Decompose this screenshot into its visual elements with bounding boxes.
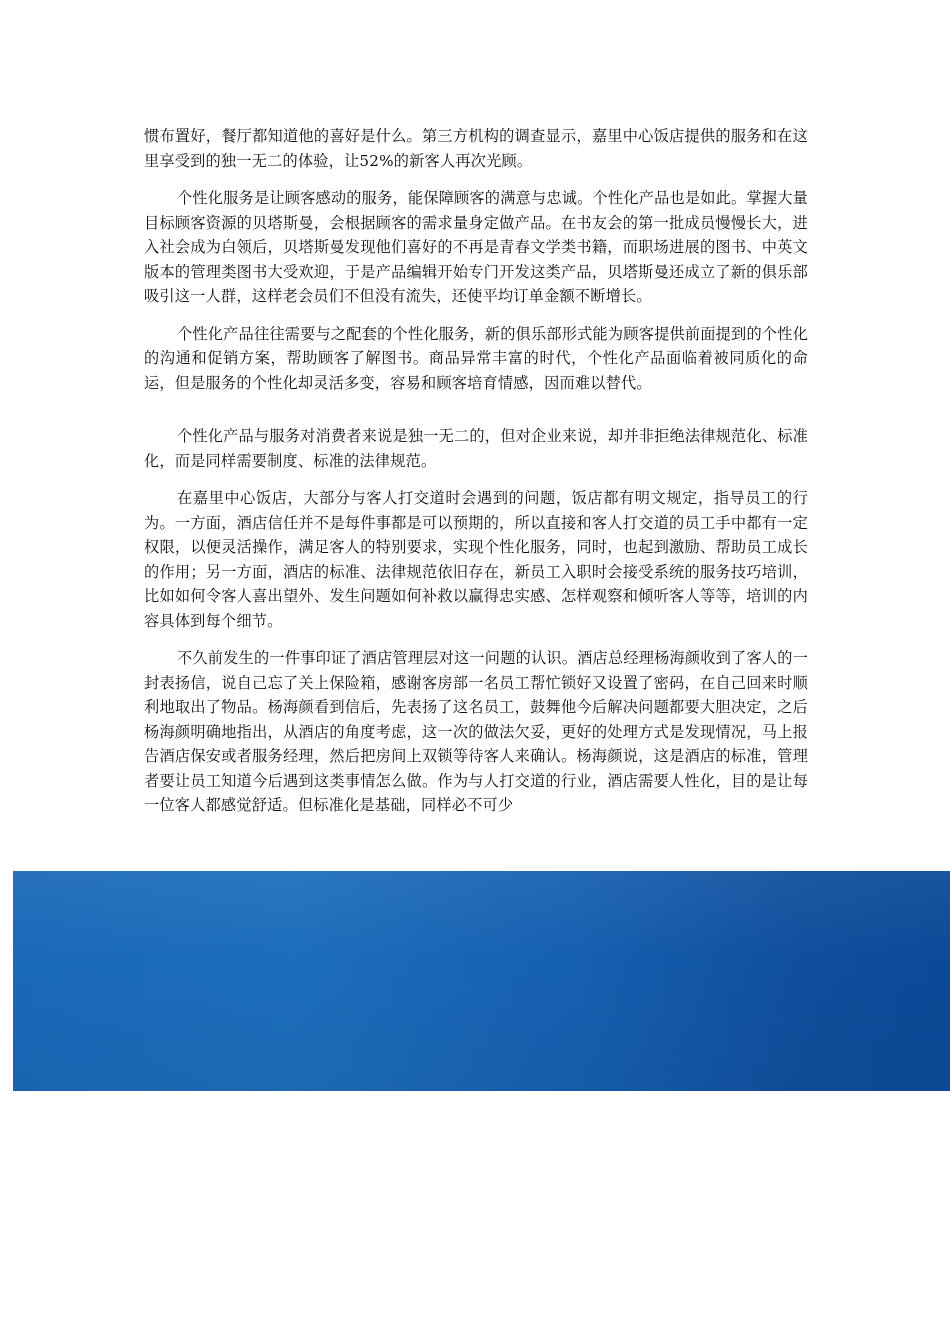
paragraph-3: 个性化产品往往需要与之配套的个性化服务，新的俱乐部形式能为顾客提供前面提到的个性化的沟通和促销方案，帮助顾客了解图书。商品异常丰富的时代，个性化产品面临着被同质化的命运，但是服务的个性化却灵活多变，容易和顾客培育情感，因而难以替代。 xyxy=(144,324,808,392)
paragraph-5: 在嘉里中心饭店，大部分与客人打交道时会遇到的问题，饭店都有明文规定，指导员工的行为。一方面，酒店信任并不是每件事都是可以预期的，所以直接和客人打交道的员工手中都有一定权限，以便灵活操作，满足客人的特别要求，实现个性化服务，同时，也起到激励、帮助员工成长的作用；另一方面，酒店的标准、法律规范依旧存在，新员工入职时会接受系统的服务技巧培训，比如如何令客人喜出望外、发生问题如何补救以赢得忠实感、怎样观察和倾听客人等等，培训的内容具体到每个细节。 xyxy=(144,489,808,630)
paragraph-1: 惯布置好，餐厅都知道他的喜好是什么。第三方机构的调查显示，嘉里中心饭店提供的服务和在这里享受到的独一无二的体验，让52%的新客人再次光顾。 xyxy=(144,127,808,170)
blue-banner xyxy=(13,871,950,1091)
paragraph-6: 不久前发生的一件事印证了酒店管理层对这一问题的认识。酒店总经理杨海颜收到了客人的一封表扬信，说自己忘了关上保险箱，感谢客房部一名员工帮忙锁好又设置了密码，在自己回来时顺利地取出了物品。杨海颜看到信后，先表扬了这名员工，鼓舞他今后解决问题都要大胆决定，之后杨海颜明确地指出，从酒店的角度考虑，这一次的做法欠妥，更好的处理方式是发现情况，马上报告酒店保安或者服务经理，然后把房间上双锁等待客人来确认。杨海颜说，这是酒店的标准，管理者要让员工知道今后遇到这类事情怎么做。作为与人打交道的行业，酒店需要人性化，目的是让每一位客人都感觉舒适。但标准化是基础，同样必不可少 xyxy=(144,649,808,814)
paragraph-4: 个性化产品与服务对消费者来说是独一无二的，但对企业来说，却并非拒绝法律规范化、标准化，而是同样需要制度、标准的法律规范。 xyxy=(144,427,808,470)
paragraph-2: 个性化服务是让顾客感动的服务，能保障顾客的满意与忠诚。个性化产品也是如此。掌握大量目标顾客资源的贝塔斯曼，会根据顾客的需求量身定做产品。在书友会的第一批成员慢慢长大，进入社会成为白领后，贝塔斯曼发现他们喜好的不再是青春文学类书籍，而职场进展的图书、中英文版本的管理类图书大受欢迎，于是产品编辑开始专门开发这类产品，贝塔斯曼还成立了新的俱乐部吸引这一人群，这样老会员们不但没有流失，还使平均订单金额不断增长。 xyxy=(144,189,808,305)
document-body xyxy=(144,124,808,818)
